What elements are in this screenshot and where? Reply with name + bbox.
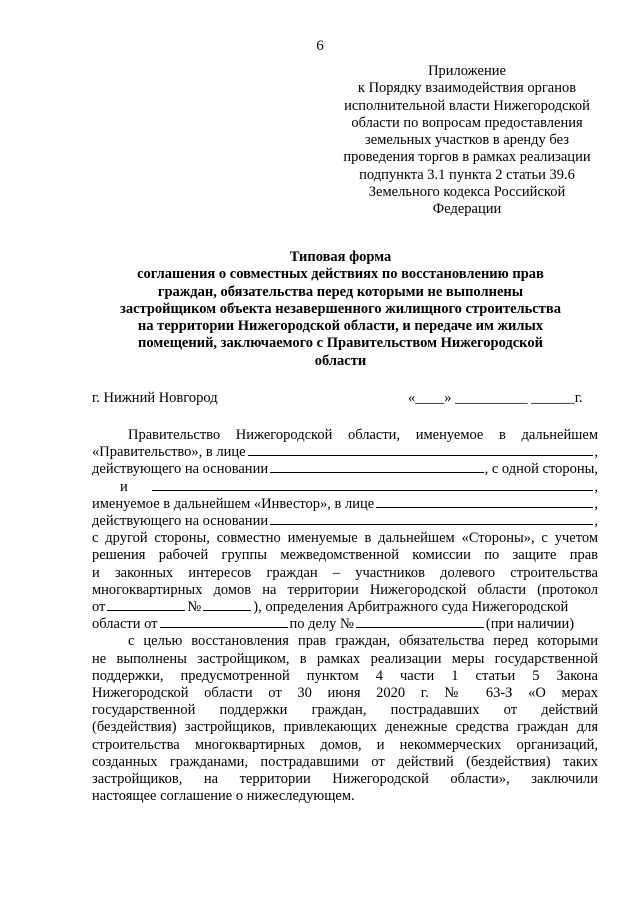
body-line: застройщиков, на территории Нижегородской области», заключили [92, 771, 598, 788]
body-line: именуемое в дальнейшем «Инвестор», в лице , [92, 495, 598, 512]
blank-field [160, 627, 288, 628]
title-line: на территории Нижегородской области, и передаче им жилых [137, 318, 544, 335]
body-line: и , [92, 479, 598, 496]
appendix-line: Земельного кодекса Российской [368, 184, 566, 201]
body-line: с другой стороны, совместно именуемые в дальнейшем «Стороны», с учетом [92, 530, 598, 547]
body-line: Правительство Нижегородской области, именуемое в дальнейшем [128, 427, 598, 443]
agreement-preamble [92, 427, 598, 805]
appendix-line: земельных участков в аренду без [365, 132, 569, 149]
blank-field [356, 627, 484, 628]
appendix-header [328, 63, 606, 219]
title-line: граждан, обязательства перед которыми не выполнены [157, 283, 524, 300]
appendix-line: к Порядку взаимодействия органов [357, 80, 577, 97]
body-text: ), определения Арбитражного суда Нижегородской [253, 599, 569, 616]
body-text: «Правительство», в лице [92, 444, 246, 461]
title-line: области [314, 352, 367, 369]
page-number: 6 [316, 38, 324, 54]
appendix-line: подпункта 3.1 пункта 2 статьи 39.6 [359, 166, 575, 183]
body-line: не выполнены застройщиком, в рамках реализации меры государственной [92, 650, 598, 667]
blank-field [152, 490, 594, 491]
body-text: и [120, 478, 128, 495]
body-text: действующего на основании [92, 513, 269, 530]
body-line: государственной поддержки граждан, пострадавших от действий [92, 702, 598, 719]
title-line: застройщиком объекта незавершенного жилищного строительства [120, 300, 561, 317]
body-line: поддержки, предусмотренной пунктом 4 части 1 статьи 5 Закона [92, 667, 598, 684]
title-line: Типовая форма [289, 249, 392, 265]
document-title [88, 249, 593, 370]
body-line: и законных интересов граждан – участников долевого строительства [92, 564, 598, 581]
appendix-line: области по вопросам предоставления [351, 114, 583, 131]
body-line: решения рабочей группы межведомственной комиссии по защите прав [92, 547, 598, 564]
title-line: помещений, заключаемого с Правительством Нижегородской [138, 335, 543, 352]
blank-field [248, 455, 594, 456]
body-line [92, 599, 598, 616]
date-placeholder: «____» __________ ______г. [408, 390, 583, 406]
body-text: области от [92, 616, 158, 633]
body-text: (при наличии) [485, 616, 575, 633]
body-text: № [187, 599, 202, 616]
body-line: с целью восстановления прав граждан, обязательства перед которыми [128, 633, 598, 650]
appendix-line: проведения торгов в рамках реализации [343, 149, 591, 166]
city: г. Нижний Новгород [92, 390, 218, 406]
blank-field [107, 610, 185, 611]
body-line: действующего на основании , [92, 513, 598, 530]
body-text: от [92, 599, 106, 616]
appendix-line: исполнительной власти Нижегородской [344, 97, 590, 114]
body-text: действующего на основании [92, 461, 269, 478]
title-line: соглашения о совместных действиях по восстановлению прав [137, 266, 544, 283]
body-line: (бездействия) застройщиков, привлекающих денежные средства граждан для [92, 719, 598, 736]
body-line: настоящее соглашение о нижеследующем. [92, 788, 355, 805]
body-text: , с одной стороны, [484, 461, 598, 478]
body-line: строительства многоквартирных домов, и некоммерческих организаций, [92, 736, 598, 753]
blank-field [270, 524, 593, 525]
body-text: именуемое в дальнейшем «Инвестор», в лице [92, 495, 375, 512]
body-line [92, 616, 598, 633]
appendix-line: Приложение [428, 63, 506, 79]
body-line: многоквартирных домов на территории Нижегородской области (протокол [92, 581, 598, 598]
blank-field [203, 610, 251, 611]
body-line: «Правительство», в лице , [92, 444, 598, 461]
appendix-line: Федерации [432, 201, 502, 218]
body-line: Нижегородской области от 30 июня 2020 г. № 63-З «О мерах [92, 685, 598, 702]
body-line: созданных гражданами, пострадавшими от действий (бездействия) таких [92, 753, 598, 770]
body-line [92, 461, 598, 478]
blank-field [376, 507, 593, 508]
blank-field [270, 472, 484, 473]
body-text: по делу № [289, 616, 354, 633]
